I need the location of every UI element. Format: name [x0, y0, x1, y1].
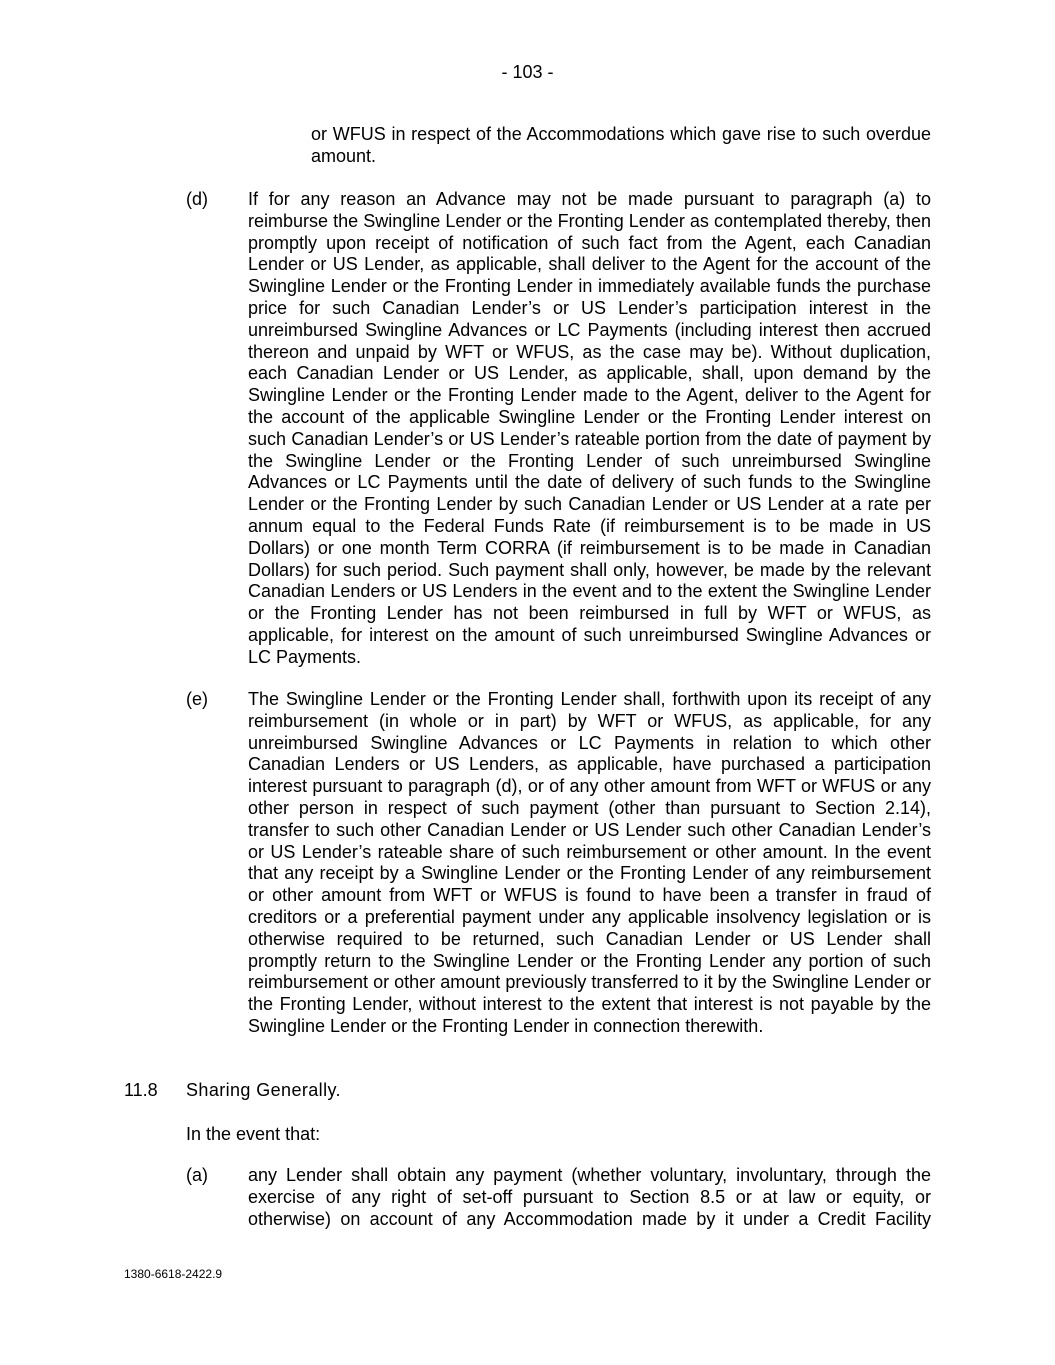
- item-d-paragraph: If for any reason an Advance may not be made pursuant to paragraph (a) to reimburse the Swingline Lender or the Fronting Lender as contemplated thereby, then promptly upon receipt of notification of such fact from the Agent, each Canadian Lender or US Lender, as applicable, shall deliver to the Agent for the account of the Swingline Lender or the Fronting Lender in immediately available funds the purchase price for such Canadian Lender’s or US Lender’s participation interest in the unreimbursed Swingline Advances or LC Payments (including interest then accrued thereon and unpaid by WFT or WFUS, as the case may be). Without duplication, each Canadian Lender or US Lender, as applicable, shall, upon demand by the Swingline Lender or the Fronting Lender made to the Agent, deliver to the Agent for the account of the applicable Swingline Lender or the Fronting Lender interest on such Canadian Lender’s or US Lender’s rateable portion from the date of payment by the Swingline Lender or the Fronting Lender of such unreimbursed Swingline Advances or LC Payments until the date of delivery of such funds to the Swingline Lender or the Fronting Lender by such Canadian Lender or US Lender at a rate per annum equal to the Federal Funds Rate (if reimbursement is to be made in US Dollars) or one month Term CORRA (if reimbursement is to be made in Canadian Dollars) for such period. Such payment shall only, however, be made by the relevant Canadian Lenders or US Lenders in the event and to the extent the Swingline Lender or the Fronting Lender has not been reimbursed in full by WFT or WFUS, as applicable, for interest on the amount of such unreimbursed Swingline Advances or LC Payments.: [248, 189, 931, 667]
- section-number: 11.8: [124, 1080, 158, 1100]
- section-title: Sharing Generally.: [186, 1080, 341, 1100]
- item-d-label: (d): [186, 189, 208, 209]
- item-a-label: (a): [186, 1165, 208, 1185]
- page-number: - 103 -: [501, 62, 554, 82]
- document-id: 1380-6618-2422.9: [124, 1267, 223, 1281]
- item-e-paragraph: The Swingline Lender or the Fronting Lender shall, forthwith upon its receipt of any reimbursement (in whole or in part) by WFT or WFUS, as applicable, for any unreimbursed Swingline Advances or LC Payments in relation to which other Canadian Lenders or US Lenders, as applicable, have purchased a participation interest pursuant to paragraph (d), or of any other amount from WFT or WFUS or any other person in respect of such payment (other than pursuant to Section 2.14), transfer to such other Canadian Lender or US Lender such other Canadian Lender’s or US Lender’s rateable share of such reimbursement or other amount. In the event that any receipt by a Swingline Lender or the Fronting Lender of any reimbursement or other amount from WFT or WFUS is found to have been a transfer in fraud of creditors or a preferential payment under any applicable insolvency legislation or is otherwise required to be returned, such Canadian Lender or US Lender shall promptly return to the Swingline Lender or the Fronting Lender any portion of such reimbursement or other amount previously transferred to it by the Swingline Lender or the Fronting Lender, without interest to the extent that interest is not payable by the Swingline Lender or the Fronting Lender in connection therewith.: [248, 689, 931, 1036]
- continuation-paragraph: or WFUS in respect of the Accommodations which gave rise to such overdue amount.: [311, 124, 931, 166]
- item-a-paragraph: any Lender shall obtain any payment (whether voluntary, involuntary, through the exercise of any right of set-off pursuant to Section 8.5 or at law or equity, or otherwise) on account of any Accommodation made by it under a Credit Facility: [248, 1165, 931, 1229]
- item-e-label: (e): [186, 689, 208, 709]
- section-intro: In the event that:: [186, 1124, 321, 1144]
